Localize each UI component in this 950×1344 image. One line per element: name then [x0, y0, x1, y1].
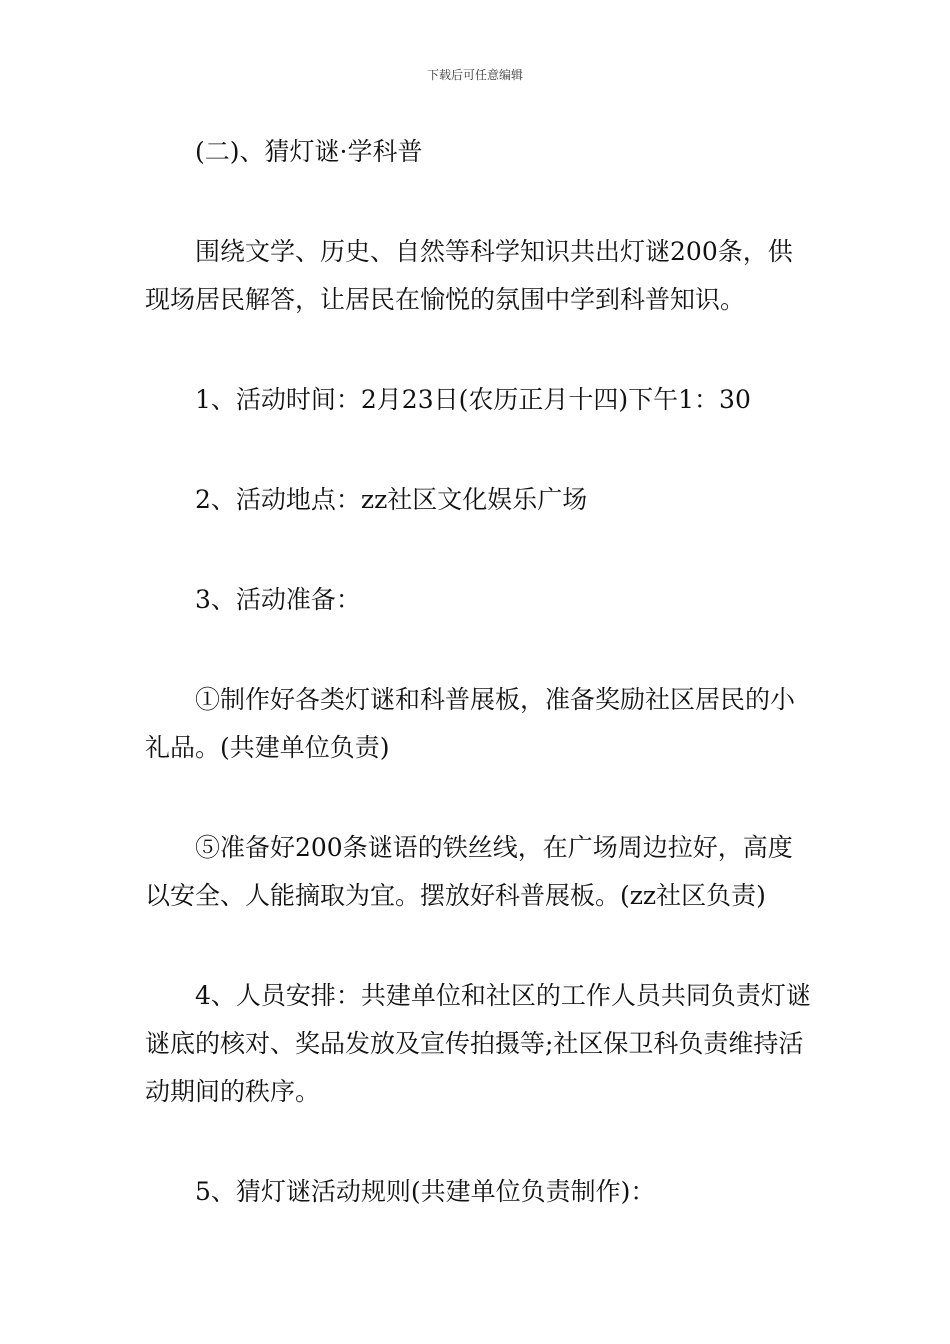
activity-time: 1、活动时间：2月23日(农历正月十四)下午1：30 — [195, 385, 751, 414]
document-body — [145, 128, 815, 1216]
activity-preparation-heading: 3、活动准备： — [195, 585, 361, 614]
intro-paragraph: 围绕文学、历史、自然等科学知识共出灯谜200条，供现场居民解答，让居民在愉悦的氛围中学到科普知识。 — [145, 237, 793, 314]
page-header-note: 下载后可任意编辑 — [426, 68, 523, 82]
preparation-item-5: ⑤准备好200条谜语的铁丝线，在广场周边拉好，高度以安全、人能摘取为宜。摆放好科普展板。(zz社区负责) — [145, 833, 793, 910]
staffing-arrangement: 4、人员安排：共建单位和社区的工作人员共同负责灯谜谜底的核对、奖品发放及宣传拍摄等;社区保卫科负责维持活动期间的秩序。 — [145, 981, 811, 1106]
section-heading: (二)、猜灯谜·学科普 — [195, 137, 423, 166]
preparation-item-1: ①制作好各类灯谜和科普展板，准备奖励社区居民的小礼品。(共建单位负责) — [145, 685, 796, 762]
riddle-rules-heading: 5、猜灯谜活动规则(共建单位负责制作)： — [195, 1177, 656, 1206]
activity-location: 2、活动地点：zz社区文化娱乐广场 — [195, 485, 588, 514]
